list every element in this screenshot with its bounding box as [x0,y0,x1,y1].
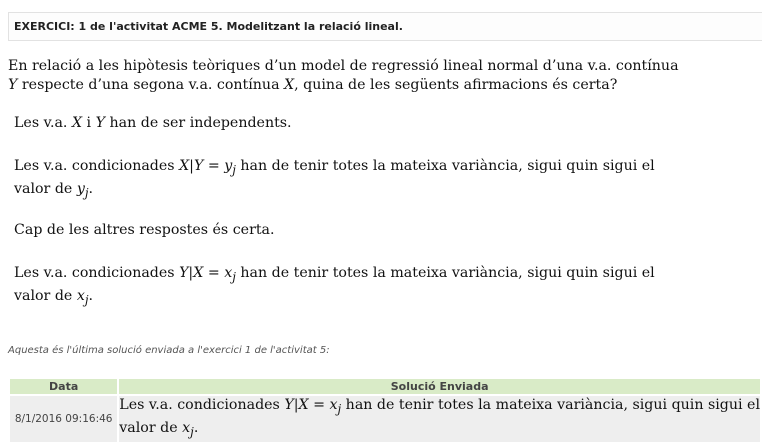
option-4-line-2 [14,287,655,310]
option-4-sub: j [232,269,236,284]
solution-pre: Les v.a. condicionades [119,397,285,413]
option-4-line2-sub: j [84,292,89,307]
exercise-header: EXERCICI: 1 de l'activitat ACME 5. Modelitzant la relació lineal. [8,12,762,41]
solution-sub: j [337,401,342,416]
math-var-x: X [284,77,295,93]
option-4-line2-math: x [76,287,85,304]
option-2-line-2 [14,180,655,203]
option-4-post: han de tenir totes la mateixa variància, sigui quin sigui el [235,265,655,281]
solution-line2-sub: j [190,424,194,439]
answer-option-4[interactable] [14,264,655,310]
column-header-date: Data [10,379,117,394]
answer-option-1[interactable] [14,114,292,133]
option-4-pre: Les v.a. condicionades [14,265,180,281]
submission-table-header [10,379,760,394]
solution-line2-math: x [182,419,191,436]
option-1-post: han de ser independents. [104,115,292,131]
option-2-line2-post: . [88,180,94,197]
option-2-line2-sub: j [84,185,89,200]
option-2-line-1 [14,157,655,180]
submission-solution [119,396,760,442]
submission-table [8,377,762,444]
option-4-line2-pre: valor de [14,287,77,304]
option-1-var-y: Y [95,115,105,131]
solution-line2-post: . [193,419,199,436]
question-line-2 [8,76,617,95]
last-submission-note: Aquesta és l'última solució enviada a l'exercici 1 de l'activitat 5: [8,345,330,356]
solution-post: han de tenir totes la mateixa variància, sigui quin sigui el [341,397,760,413]
option-2-math: X|Y = y [179,158,233,174]
question-text-a: respecte d’una segona v.a. contínua [17,77,285,93]
option-4-math: Y|X = x [179,265,233,281]
submission-date: 8/1/2016 09:16:46 [10,396,117,442]
answer-option-3[interactable]: Cap de les altres respostes és certa. [14,222,275,238]
option-2-sub: j [232,162,236,177]
solution-line-2 [119,419,760,442]
option-1-mid: i [82,115,96,131]
option-4-line-1 [14,264,655,287]
solution-line2-pre: valor de [119,419,183,436]
option-2-pre: Les v.a. condicionades [14,158,180,174]
solution-line-1 [119,396,760,419]
option-1-var-x: X [71,115,83,131]
question-text-b: , quina de les següents afirmacions és certa? [294,77,618,93]
answer-option-2[interactable] [14,157,655,203]
column-header-solution: Solució Enviada [119,379,760,394]
option-4-line2-post: . [88,287,94,304]
option-2-post: han de tenir totes la mateixa variància, sigui quin sigui el [235,158,655,174]
option-2-line2-math: y [76,180,85,197]
math-var-y: Y [8,77,18,93]
solution-math: Y|X = x [284,397,338,413]
question-line-1: En relació a les hipòtesis teòriques d’un model de regressió lineal normal d’una v.a. contínua [8,58,679,74]
table-row [10,396,760,442]
option-2-line2-pre: valor de [14,180,77,197]
option-1-pre: Les v.a. [14,115,72,131]
